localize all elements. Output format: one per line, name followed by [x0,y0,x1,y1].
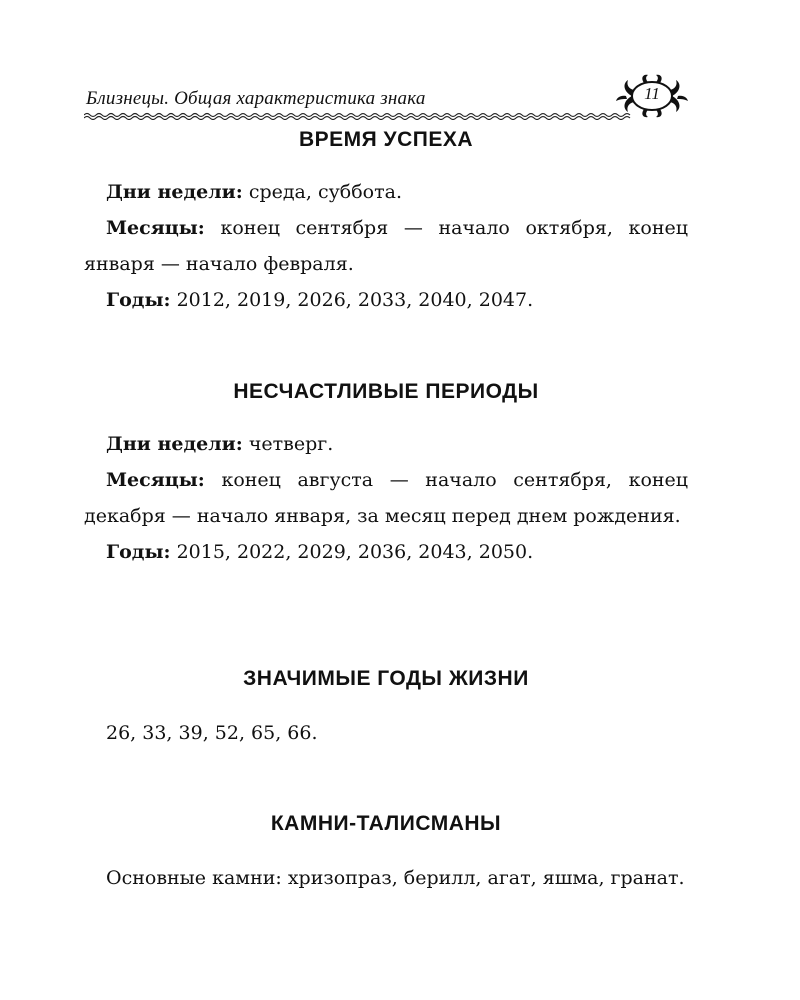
years-line [84,282,688,318]
weekdays-value: четверг. [248,433,334,455]
years-label: Годы: [106,289,171,311]
months-label: Месяцы: [106,469,205,491]
weekdays-line [84,174,688,210]
years-value: 2015, 2022, 2029, 2036, 2043, 2050. [176,541,534,563]
years-line [84,534,688,570]
section-success-time [84,128,688,318]
weekdays-line [84,426,688,462]
months-line [84,210,688,282]
significant-years-text: 26, 33, 39, 52, 65, 66. [106,722,318,744]
months-value: конец сентября — начало октября, конец января — начало февраля. [84,217,688,275]
weekdays-label: Дни недели: [106,181,243,203]
years-value: 2012, 2019, 2026, 2033, 2040, 2047. [176,289,534,311]
weekdays-value: среда, суббота. [248,181,402,203]
months-label: Месяцы: [106,217,205,239]
section-title: ВРЕМЯ УСПЕХА [298,128,474,151]
running-title: Близнецы. Общая характеристика знака [86,88,426,109]
page-number-badge [614,74,690,118]
weekdays-label: Дни недели: [106,433,243,455]
section-title: КАМНИ-ТАЛИСМАНЫ [270,812,502,835]
years-label: Годы: [106,541,171,563]
months-line [84,462,688,534]
section-title: ЗНАЧИМЫЕ ГОДЫ ЖИЗНИ [243,667,529,690]
talisman-stones-text: Основные камни: хризопраз, берилл, агат, яшма, гранат. [106,867,685,889]
section-unlucky-periods [84,380,688,570]
months-value: конец августа — начало сентября, конец декабря — начало января, за месяц перед днем рождения. [84,469,689,527]
section-significant-years [84,667,688,751]
section-talisman-stones [84,812,688,896]
section-title: НЕСЧАСТЛИВЫЕ ПЕРИОДЫ [233,380,539,403]
wavy-rule-divider [84,112,634,120]
running-header [84,82,684,122]
page-number: 11 [644,84,660,103]
